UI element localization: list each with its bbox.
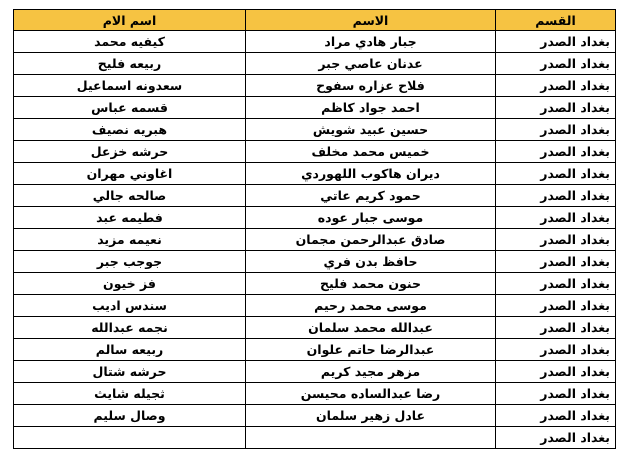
table-row — [14, 97, 616, 119]
department-cell[interactable]: بغداد الصدر — [496, 295, 616, 317]
name-cell[interactable]: جبار هادي مراد — [246, 31, 496, 53]
name-cell[interactable] — [246, 427, 496, 449]
mother-name-cell[interactable]: قسمه عباس — [14, 97, 246, 119]
table-row — [14, 53, 616, 75]
name-cell[interactable]: حمود كريم عاتي — [246, 185, 496, 207]
department-cell[interactable]: بغداد الصدر — [496, 75, 616, 97]
department-cell[interactable]: بغداد الصدر — [496, 97, 616, 119]
table-row — [14, 31, 616, 53]
mother-name-cell[interactable]: وصال سليم — [14, 405, 246, 427]
mother-name-cell[interactable]: جوجب جبر — [14, 251, 246, 273]
mother-name-cell[interactable]: ربيعه سالم — [14, 339, 246, 361]
department-cell[interactable]: بغداد الصدر — [496, 273, 616, 295]
department-cell[interactable]: بغداد الصدر — [496, 339, 616, 361]
mother-name-cell[interactable]: حرشه خزعل — [14, 141, 246, 163]
department-cell[interactable]: بغداد الصدر — [496, 53, 616, 75]
table-row — [14, 361, 616, 383]
names-table — [13, 9, 616, 449]
header-row — [14, 10, 616, 31]
name-cell[interactable]: عبدالرضا حاتم علوان — [246, 339, 496, 361]
mother-name-cell[interactable]: حرشه شتال — [14, 361, 246, 383]
mother-name-cell[interactable]: نجمه عبدالله — [14, 317, 246, 339]
table-row — [14, 405, 616, 427]
table-row — [14, 163, 616, 185]
table-row — [14, 427, 616, 449]
department-cell[interactable]: بغداد الصدر — [496, 31, 616, 53]
mother-name-cell[interactable]: كيفيه محمد — [14, 31, 246, 53]
mother-name-cell[interactable] — [14, 427, 246, 449]
name-cell[interactable]: خميس محمد مخلف — [246, 141, 496, 163]
department-cell[interactable]: بغداد الصدر — [496, 383, 616, 405]
table-row — [14, 229, 616, 251]
table-row — [14, 295, 616, 317]
name-cell[interactable]: عادل زهير سلمان — [246, 405, 496, 427]
header-mother-name: اسم الام — [14, 10, 246, 31]
mother-name-cell[interactable]: هبريه نصيف — [14, 119, 246, 141]
department-cell[interactable]: بغداد الصدر — [496, 185, 616, 207]
department-cell[interactable]: بغداد الصدر — [496, 207, 616, 229]
table-row — [14, 251, 616, 273]
header-department: القسم — [496, 10, 616, 31]
name-cell[interactable]: موسى جبار عوده — [246, 207, 496, 229]
header-name: الاسم — [246, 10, 496, 31]
spreadsheet-sheet — [14, 9, 616, 449]
name-cell[interactable]: حافظ بدن فري — [246, 251, 496, 273]
department-cell[interactable]: بغداد الصدر — [496, 119, 616, 141]
mother-name-cell[interactable]: فطيمه عبد — [14, 207, 246, 229]
mother-name-cell[interactable]: صالحه جالي — [14, 185, 246, 207]
table-body — [14, 31, 616, 449]
department-cell[interactable]: بغداد الصدر — [496, 317, 616, 339]
department-cell[interactable]: بغداد الصدر — [496, 405, 616, 427]
name-cell[interactable]: موسى محمد رحيم — [246, 295, 496, 317]
table-row — [14, 141, 616, 163]
name-cell[interactable]: ديران هاكوب اللهوردي — [246, 163, 496, 185]
department-cell[interactable]: بغداد الصدر — [496, 141, 616, 163]
name-cell[interactable]: صادق عبدالرحمن مجمان — [246, 229, 496, 251]
department-cell[interactable]: بغداد الصدر — [496, 163, 616, 185]
table-row — [14, 185, 616, 207]
table-row — [14, 273, 616, 295]
table-row — [14, 207, 616, 229]
department-cell[interactable]: بغداد الصدر — [496, 251, 616, 273]
name-cell[interactable]: احمد جواد كاظم — [246, 97, 496, 119]
mother-name-cell[interactable]: اغاوني مهران — [14, 163, 246, 185]
name-cell[interactable]: مزهر مجيد كريم — [246, 361, 496, 383]
name-cell[interactable]: عدنان عاصي جبر — [246, 53, 496, 75]
table-row — [14, 119, 616, 141]
department-cell[interactable]: بغداد الصدر — [496, 361, 616, 383]
mother-name-cell[interactable]: فز خيون — [14, 273, 246, 295]
mother-name-cell[interactable]: سندس اديب — [14, 295, 246, 317]
name-cell[interactable]: حسين عبيد شويش — [246, 119, 496, 141]
mother-name-cell[interactable]: سعدونه اسماعيل — [14, 75, 246, 97]
name-cell[interactable]: عبدالله محمد سلمان — [246, 317, 496, 339]
mother-name-cell[interactable]: ثجيله شايث — [14, 383, 246, 405]
mother-name-cell[interactable]: نعيمه مزيد — [14, 229, 246, 251]
department-cell[interactable]: بغداد الصدر — [496, 229, 616, 251]
table-row — [14, 75, 616, 97]
name-cell[interactable]: حنون محمد فليح — [246, 273, 496, 295]
table-row — [14, 339, 616, 361]
department-cell[interactable]: بغداد الصدر — [496, 427, 616, 449]
mother-name-cell[interactable]: ربيعه فليح — [14, 53, 246, 75]
name-cell[interactable]: فلاح عزاره سفوح — [246, 75, 496, 97]
table-row — [14, 383, 616, 405]
name-cell[interactable]: رضا عبدالساده محيسن — [246, 383, 496, 405]
table-row — [14, 317, 616, 339]
